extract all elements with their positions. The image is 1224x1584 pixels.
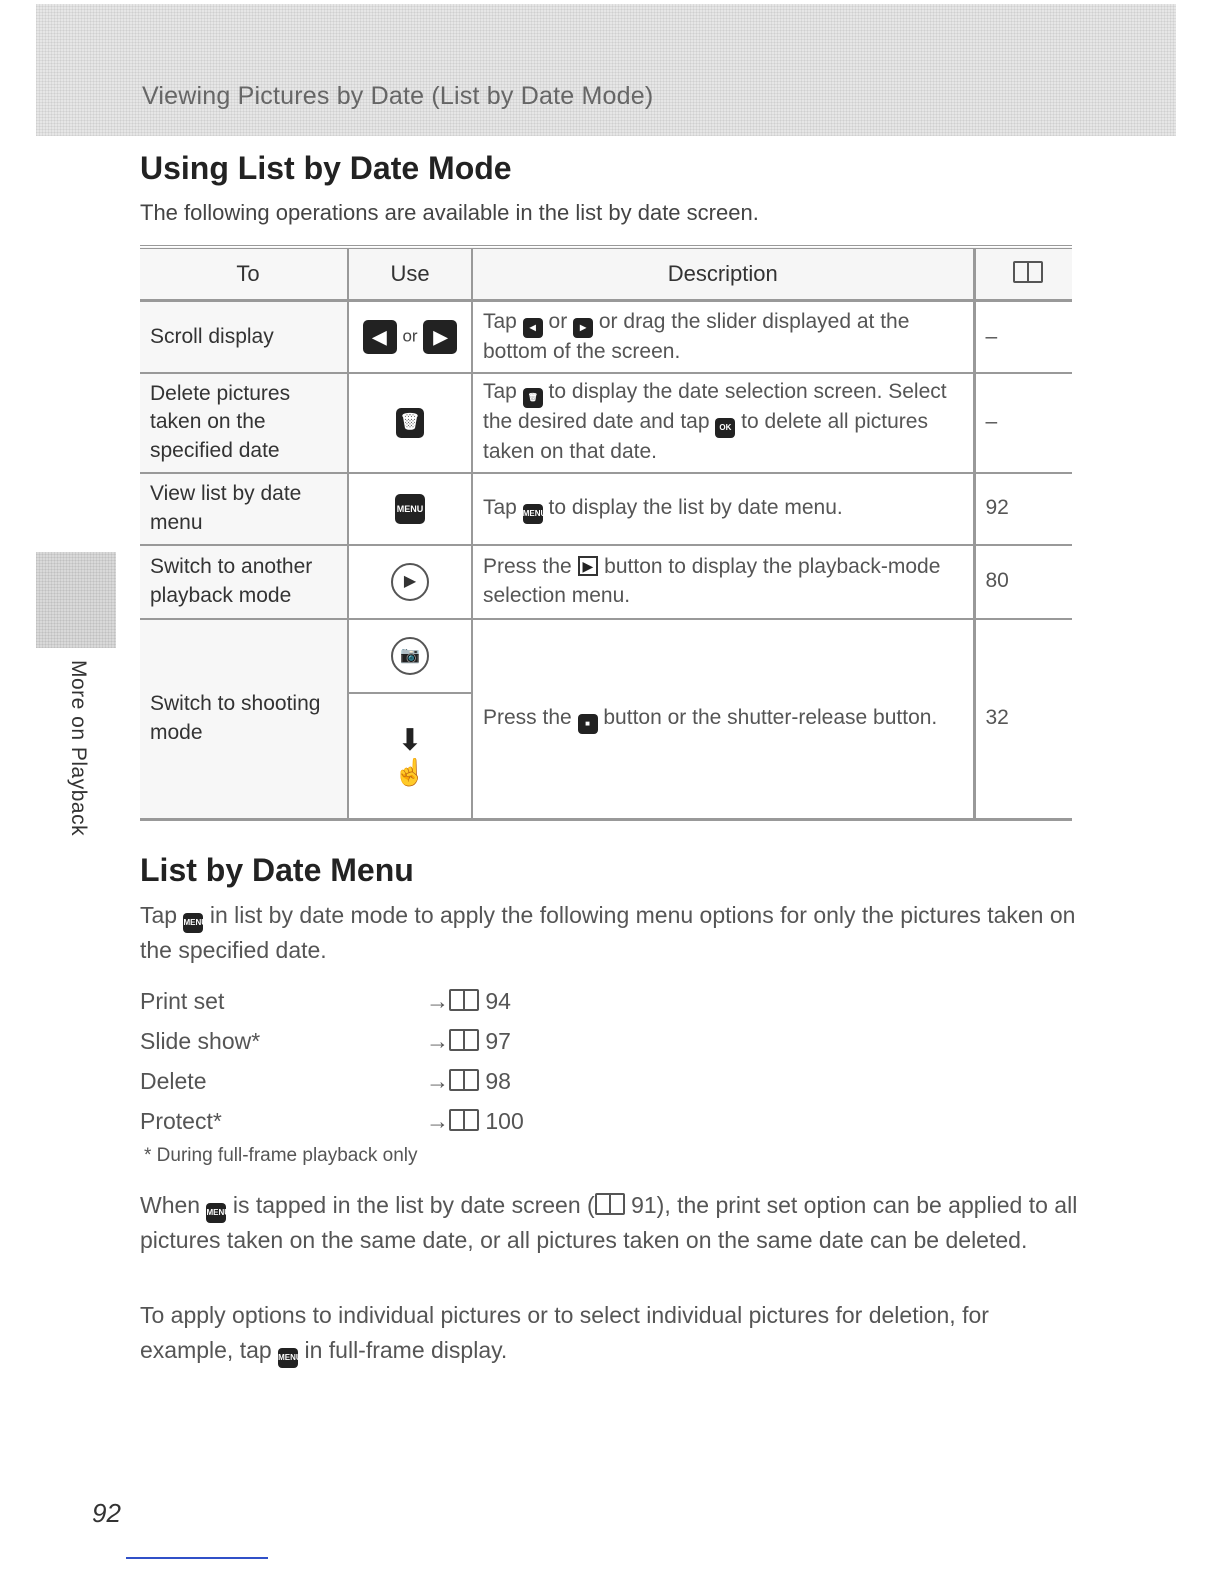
shooting-button-cell [349, 620, 471, 694]
header-use: Use [348, 247, 472, 301]
table-header-row [140, 247, 1072, 301]
desc-text: to display the date selection screen. Select the desired date and tap [483, 380, 947, 434]
menu-icon: MENU [206, 1203, 226, 1223]
menu-item-protect: Protect* [140, 1108, 222, 1134]
arrow-icon: → [426, 988, 449, 1014]
print-set-paragraph [140, 1188, 1080, 1258]
row-to: View list by date menu [140, 473, 348, 545]
menu-item-reference [426, 1108, 524, 1135]
desc-text: to display the list by date menu. [542, 495, 843, 519]
row-description [472, 619, 974, 820]
menu-item-slide-show: Slide show* [140, 1028, 261, 1054]
shooting-button-icon: 📷 [391, 637, 429, 675]
table-row [140, 619, 1072, 820]
camera-icon: ■ [578, 714, 598, 734]
book-icon [595, 1193, 625, 1215]
page-ref: 98 [485, 1068, 511, 1094]
para-text: To apply options to individual pictures or to select individual pictures for deletion, for example, tap [140, 1302, 989, 1363]
trash-icon: 🗑 [523, 388, 543, 408]
menu-icon: MENU [278, 1348, 298, 1368]
header-to: To [140, 247, 348, 301]
book-icon [449, 989, 479, 1011]
row-reference: – [974, 301, 1072, 373]
desc-text: button or the shutter-release button. [597, 705, 938, 729]
menu-icon: MENU [183, 913, 203, 933]
individual-options-paragraph [140, 1298, 1080, 1368]
menu-item-delete: Delete [140, 1068, 207, 1094]
table-row [140, 373, 1072, 473]
header-description: Description [472, 247, 974, 301]
left-arrow-icon: ◀ [363, 320, 397, 354]
row-use [348, 545, 472, 619]
row-use [348, 301, 472, 373]
desc-text: Tap [483, 380, 523, 404]
shutter-release-cell [349, 694, 471, 818]
book-icon [1013, 261, 1043, 283]
menu-icon: MENU [395, 494, 425, 524]
menu-item-reference [426, 1068, 511, 1095]
ok-icon: OK [715, 418, 735, 438]
menu-item-reference [426, 988, 511, 1015]
header-band [36, 4, 1176, 136]
row-reference: 80 [974, 545, 1072, 619]
desc-text: Press the [483, 705, 578, 729]
menu-item-print-set: Print set [140, 988, 225, 1014]
row-reference: 32 [974, 619, 1072, 820]
arrow-icon: → [426, 1108, 449, 1134]
desc-text: to delete all pictures taken on that date. [483, 410, 928, 464]
playback-icon: ▶ [578, 556, 599, 576]
desc-text: or drag the slider displayed at the bottom of the screen. [483, 309, 910, 363]
row-description [472, 373, 974, 473]
intro-text: Tap [140, 902, 184, 928]
arrow-icon: → [426, 1068, 449, 1094]
table-row [140, 301, 1072, 373]
desc-text: Tap [483, 495, 523, 519]
trash-icon: 🗑 [396, 408, 424, 438]
row-reference: 92 [974, 473, 1072, 545]
side-tab [36, 552, 116, 648]
section-intro: The following operations are available in the list by date screen. [140, 200, 759, 225]
book-icon [449, 1109, 479, 1131]
arrow-icon: → [426, 1028, 449, 1054]
row-to: Switch to shooting mode [140, 619, 348, 820]
bottom-rule [126, 1557, 268, 1559]
row-reference: – [974, 373, 1072, 473]
book-icon [449, 1029, 479, 1051]
menu-icon: MENU [523, 504, 543, 524]
desc-text: or [542, 309, 574, 333]
right-arrow-icon: ▶ [423, 320, 457, 354]
page-number: 92 [92, 1498, 121, 1528]
playback-button-icon: ▶ [391, 563, 429, 601]
page-ref: 97 [485, 1028, 511, 1054]
menu-item-reference [426, 1028, 511, 1055]
para-text: in full-frame display. [298, 1337, 508, 1363]
section-title-using-list-by-date: Using List by Date Mode [140, 150, 512, 186]
side-tab-label: More on Playback [67, 660, 90, 837]
row-description [472, 473, 974, 545]
row-description [472, 301, 974, 373]
finger-press-icon: ☝ [393, 756, 427, 787]
operations-table [140, 245, 1072, 821]
row-use [348, 373, 472, 473]
page-ref: 94 [485, 988, 511, 1014]
para-text: 91), the print set option can be applied to all pictures taken on the same date, or all pictures taken on the same date can be deleted. [140, 1192, 1078, 1253]
desc-text: Press the [483, 555, 578, 579]
left-arrow-icon: ◀ [523, 318, 543, 338]
desc-text: Tap [483, 309, 523, 333]
header-reference [974, 247, 1072, 301]
table-row [140, 545, 1072, 619]
row-description [472, 545, 974, 619]
footnote: * During full-frame playback only [144, 1145, 418, 1166]
para-text: When [140, 1192, 207, 1218]
right-arrow-icon: ▶ [573, 318, 593, 338]
row-use [348, 619, 472, 820]
menu-intro [140, 898, 1080, 968]
row-use [348, 473, 472, 545]
book-icon [449, 1069, 479, 1091]
header-title: Viewing Pictures by Date (List by Date Mode) [142, 82, 654, 110]
row-to: Switch to another playback mode [140, 545, 348, 619]
press-down-arrow-icon: ⬇ [397, 723, 423, 757]
row-to: Scroll display [140, 301, 348, 373]
or-text: or [402, 326, 418, 346]
section-title-list-by-date-menu: List by Date Menu [140, 852, 414, 888]
page-ref: 100 [485, 1108, 524, 1134]
para-text: is tapped in the list by date screen ( [226, 1192, 595, 1218]
table-row [140, 473, 1072, 545]
intro-text: in list by date mode to apply the following menu options for only the pictures taken on the specified date. [140, 902, 1076, 963]
row-to: Delete pictures taken on the specified date [140, 373, 348, 473]
desc-text: button to display the playback-mode selection menu. [483, 555, 941, 607]
